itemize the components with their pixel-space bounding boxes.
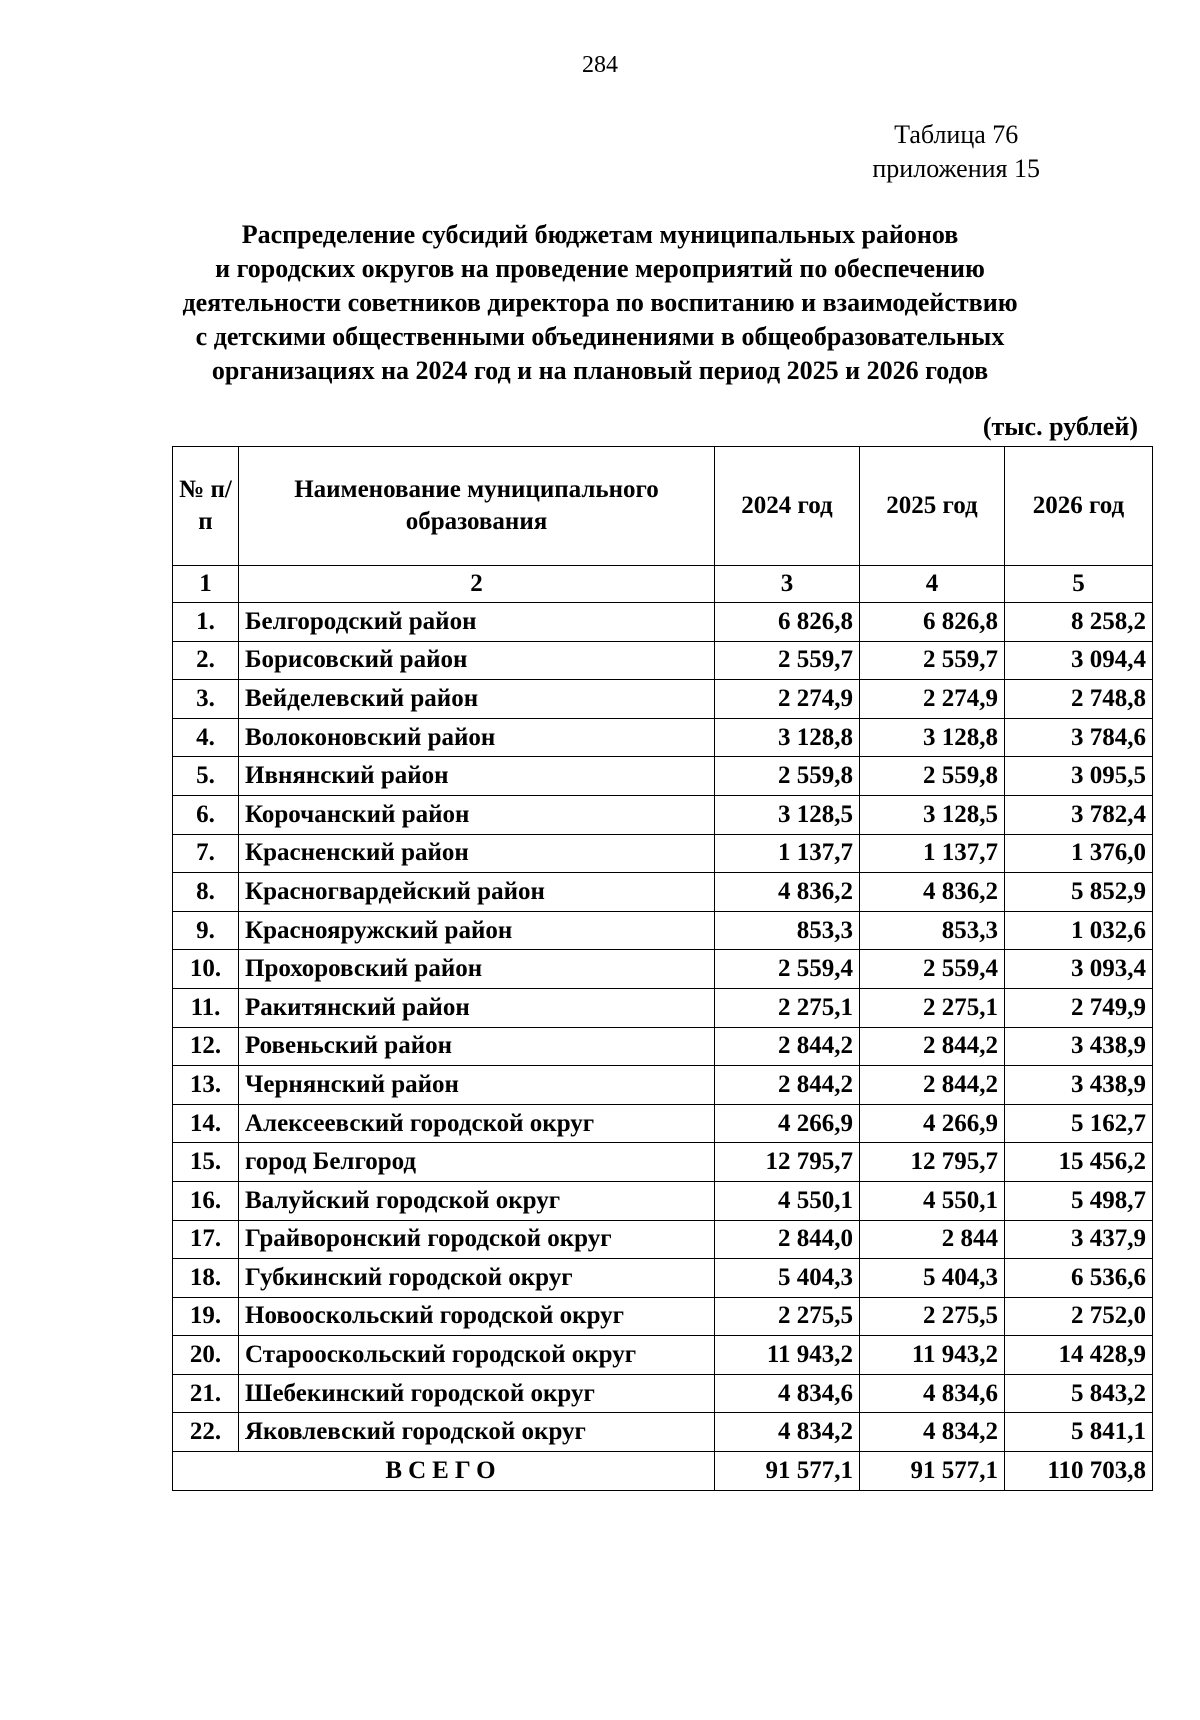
row-value-2026: 14 428,9: [1005, 1336, 1153, 1375]
row-value-2024: 4 836,2: [715, 873, 860, 912]
row-value-2024: 2 275,1: [715, 988, 860, 1027]
row-name: Грайворонский городской округ: [239, 1220, 715, 1259]
row-number: 11.: [173, 988, 239, 1027]
row-number: 8.: [173, 873, 239, 912]
row-value-2026: 3 095,5: [1005, 757, 1153, 796]
table-row: [173, 718, 1153, 757]
row-name: Корочанский район: [239, 795, 715, 834]
table-row: [173, 1220, 1153, 1259]
row-name: город Белгород: [239, 1143, 715, 1182]
row-value-2026: 1 032,6: [1005, 911, 1153, 950]
row-name: Шебекинский городской округ: [239, 1374, 715, 1413]
row-value-2024: 2 559,8: [715, 757, 860, 796]
row-number: 20.: [173, 1336, 239, 1375]
row-value-2024: 4 550,1: [715, 1181, 860, 1220]
subsidy-table: [172, 446, 1153, 1491]
row-number: 9.: [173, 911, 239, 950]
row-number: 12.: [173, 1027, 239, 1066]
table-row: [173, 1259, 1153, 1298]
row-name: Ровеньский район: [239, 1027, 715, 1066]
row-value-2025: 2 844,2: [860, 1066, 1005, 1105]
row-value-2025: 4 834,6: [860, 1374, 1005, 1413]
column-index: 1: [173, 566, 239, 603]
table-row: [173, 1027, 1153, 1066]
row-value-2024: 6 826,8: [715, 603, 860, 642]
row-value-2026: 6 536,6: [1005, 1259, 1153, 1298]
row-name: Ивнянский район: [239, 757, 715, 796]
row-value-2024: 11 943,2: [715, 1336, 860, 1375]
row-value-2026: 8 258,2: [1005, 603, 1153, 642]
row-name: Губкинский городской округ: [239, 1259, 715, 1298]
row-name: Белгородский район: [239, 603, 715, 642]
table-row: [173, 795, 1153, 834]
table-row: [173, 834, 1153, 873]
title-line: и городских округов на проведение мероприятий по обеспечению: [215, 254, 985, 283]
row-value-2024: 2 559,7: [715, 641, 860, 680]
row-value-2025: 3 128,8: [860, 718, 1005, 757]
row-value-2026: 3 438,9: [1005, 1066, 1153, 1105]
row-value-2024: 2 275,5: [715, 1297, 860, 1336]
row-value-2024: 853,3: [715, 911, 860, 950]
header-name: Наименование муниципального образования: [239, 447, 715, 566]
row-value-2024: 12 795,7: [715, 1143, 860, 1182]
row-name: Чернянский район: [239, 1066, 715, 1105]
row-value-2026: 15 456,2: [1005, 1143, 1153, 1182]
total-2025: 91 577,1: [860, 1452, 1005, 1491]
table-row: [173, 603, 1153, 642]
row-value-2024: 4 266,9: [715, 1104, 860, 1143]
row-value-2024: 2 844,0: [715, 1220, 860, 1259]
title-line: деятельности советников директора по воспитанию и взаимодействию: [182, 288, 1018, 317]
total-label: ВСЕГО: [173, 1452, 715, 1491]
row-value-2026: 3 437,9: [1005, 1220, 1153, 1259]
row-value-2026: 3 438,9: [1005, 1027, 1153, 1066]
row-value-2024: 2 274,9: [715, 680, 860, 719]
total-2024: 91 577,1: [715, 1452, 860, 1491]
table-caption: [872, 118, 1040, 186]
title-line: Распределение субсидий бюджетам муниципальных районов: [241, 220, 959, 249]
row-name: Старооскольский городской округ: [239, 1336, 715, 1375]
row-value-2025: 2 275,1: [860, 988, 1005, 1027]
row-number: 22.: [173, 1413, 239, 1452]
table-row: [173, 641, 1153, 680]
row-value-2024: 4 834,6: [715, 1374, 860, 1413]
row-number: 13.: [173, 1066, 239, 1105]
row-value-2025: 853,3: [860, 911, 1005, 950]
row-number: 2.: [173, 641, 239, 680]
row-value-2025: 2 559,4: [860, 950, 1005, 989]
header-2024: 2024 год: [715, 447, 860, 566]
row-number: 18.: [173, 1259, 239, 1298]
table-row: [173, 1336, 1153, 1375]
table-row: [173, 680, 1153, 719]
total-row: [173, 1452, 1153, 1491]
row-value-2026: 2 752,0: [1005, 1297, 1153, 1336]
row-value-2025: 1 137,7: [860, 834, 1005, 873]
row-name: Алексеевский городской округ: [239, 1104, 715, 1143]
row-value-2026: 2 749,9: [1005, 988, 1153, 1027]
table-row: [173, 757, 1153, 796]
row-name: Прохоровский район: [239, 950, 715, 989]
column-index: 4: [860, 566, 1005, 603]
header-row: [173, 447, 1153, 566]
row-number: 6.: [173, 795, 239, 834]
table-row: [173, 1066, 1153, 1105]
table-row: [173, 1413, 1153, 1452]
row-value-2026: 3 782,4: [1005, 795, 1153, 834]
row-name: Краснояружский район: [239, 911, 715, 950]
row-value-2024: 3 128,5: [715, 795, 860, 834]
row-value-2026: 5 498,7: [1005, 1181, 1153, 1220]
caption-table-number: Таблица 76: [894, 120, 1019, 149]
table-row: [173, 1374, 1153, 1413]
table-row: [173, 988, 1153, 1027]
column-index-row: [173, 566, 1153, 603]
row-value-2025: 3 128,5: [860, 795, 1005, 834]
row-number: 17.: [173, 1220, 239, 1259]
row-name: Яковлевский городской округ: [239, 1413, 715, 1452]
row-number: 4.: [173, 718, 239, 757]
column-index: 2: [239, 566, 715, 603]
page-number: 284: [582, 52, 618, 78]
row-name: Борисовский район: [239, 641, 715, 680]
row-number: 14.: [173, 1104, 239, 1143]
row-name: Валуйский городской округ: [239, 1181, 715, 1220]
table-row: [173, 1143, 1153, 1182]
row-number: 15.: [173, 1143, 239, 1182]
row-value-2026: 5 843,2: [1005, 1374, 1153, 1413]
caption-appendix: приложения 15: [872, 154, 1040, 183]
row-name: Новооскольский городской округ: [239, 1297, 715, 1336]
table-row: [173, 1104, 1153, 1143]
row-value-2025: 12 795,7: [860, 1143, 1005, 1182]
row-value-2024: 4 834,2: [715, 1413, 860, 1452]
row-value-2024: 2 844,2: [715, 1027, 860, 1066]
row-value-2025: 2 844: [860, 1220, 1005, 1259]
row-value-2025: 4 834,2: [860, 1413, 1005, 1452]
row-value-2026: 5 162,7: [1005, 1104, 1153, 1143]
row-value-2025: 2 844,2: [860, 1027, 1005, 1066]
row-value-2024: 1 137,7: [715, 834, 860, 873]
document-title: [140, 218, 1060, 388]
row-number: 16.: [173, 1181, 239, 1220]
row-name: Ракитянский район: [239, 988, 715, 1027]
table-row: [173, 1297, 1153, 1336]
row-value-2026: 3 784,6: [1005, 718, 1153, 757]
row-value-2024: 3 128,8: [715, 718, 860, 757]
row-number: 19.: [173, 1297, 239, 1336]
row-value-2025: 4 836,2: [860, 873, 1005, 912]
row-number: 1.: [173, 603, 239, 642]
row-value-2025: 5 404,3: [860, 1259, 1005, 1298]
row-value-2025: 4 266,9: [860, 1104, 1005, 1143]
table-row: [173, 873, 1153, 912]
row-value-2025: 2 559,8: [860, 757, 1005, 796]
row-value-2024: 2 559,4: [715, 950, 860, 989]
row-value-2025: 2 274,9: [860, 680, 1005, 719]
row-value-2024: 5 404,3: [715, 1259, 860, 1298]
table-row: [173, 1181, 1153, 1220]
row-value-2024: 2 844,2: [715, 1066, 860, 1105]
title-line: с детскими общественными объединениями в общеобразовательных: [195, 322, 1005, 351]
header-2025: 2025 год: [860, 447, 1005, 566]
header-num: № п/п: [173, 447, 239, 566]
row-name: Красногвардейский район: [239, 873, 715, 912]
column-index: 5: [1005, 566, 1153, 603]
units-label: (тыс. рублей): [982, 412, 1138, 441]
row-number: 3.: [173, 680, 239, 719]
row-value-2025: 2 559,7: [860, 641, 1005, 680]
row-value-2026: 3 094,4: [1005, 641, 1153, 680]
row-value-2025: 11 943,2: [860, 1336, 1005, 1375]
row-name: Красненский район: [239, 834, 715, 873]
row-number: 10.: [173, 950, 239, 989]
row-name: Вейделевский район: [239, 680, 715, 719]
row-value-2026: 5 852,9: [1005, 873, 1153, 912]
row-name: Волоконовский район: [239, 718, 715, 757]
header-2026: 2026 год: [1005, 447, 1153, 566]
row-value-2026: 5 841,1: [1005, 1413, 1153, 1452]
row-number: 21.: [173, 1374, 239, 1413]
row-value-2026: 1 376,0: [1005, 834, 1153, 873]
total-2026: 110 703,8: [1005, 1452, 1153, 1491]
row-value-2025: 4 550,1: [860, 1181, 1005, 1220]
row-value-2026: 2 748,8: [1005, 680, 1153, 719]
table-body: [173, 603, 1153, 1452]
row-value-2026: 3 093,4: [1005, 950, 1153, 989]
table-row: [173, 950, 1153, 989]
row-number: 5.: [173, 757, 239, 796]
column-index: 3: [715, 566, 860, 603]
row-value-2025: 6 826,8: [860, 603, 1005, 642]
row-number: 7.: [173, 834, 239, 873]
table-row: [173, 911, 1153, 950]
title-line: организациях на 2024 год и на плановый период 2025 и 2026 годов: [211, 356, 989, 385]
row-value-2025: 2 275,5: [860, 1297, 1005, 1336]
